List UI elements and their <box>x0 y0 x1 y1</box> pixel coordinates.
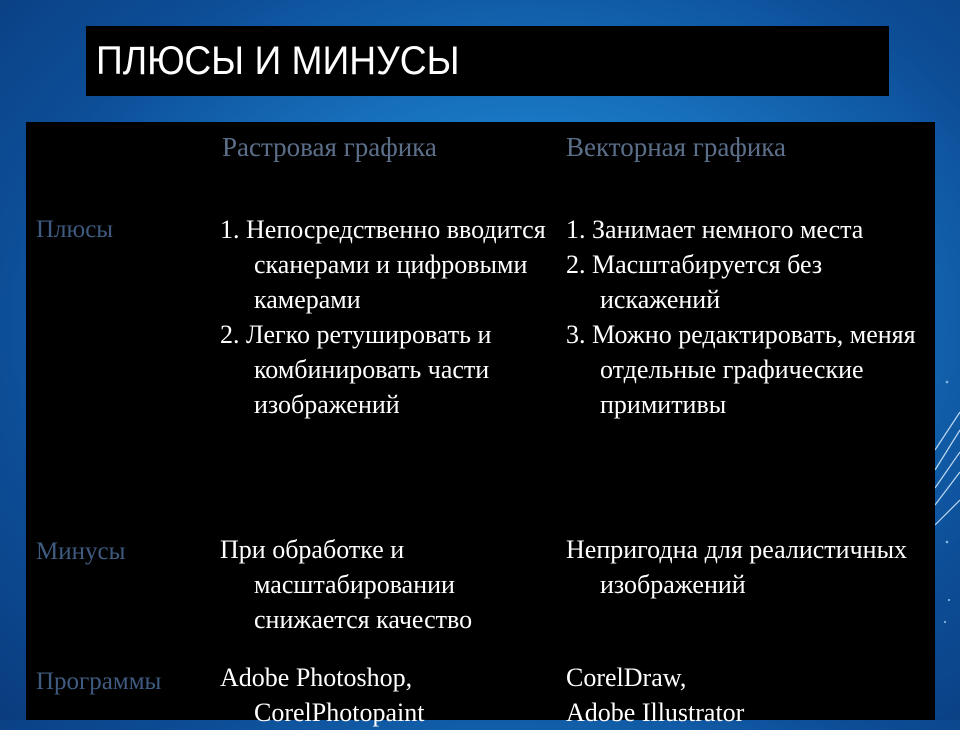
table-row-programs <box>26 656 935 730</box>
comparison-table-panel <box>26 122 935 727</box>
cell-raster-programs <box>212 656 554 730</box>
table-header-row <box>26 122 935 200</box>
list-item: Adobe Photoshop, CorelPhotopaint <box>220 663 425 727</box>
list-item: Непригодна для реалистичных изображений <box>566 535 908 599</box>
list-item: 1. Непосредственно вводится сканерами и цифровыми камерами <box>220 215 546 314</box>
list-item: 2. Легко ретушировать и комбинировать части изображений <box>220 320 492 419</box>
row-label-plus: Плюсы <box>36 216 114 243</box>
header-vector: Векторная графика <box>566 132 786 162</box>
list-item: При обработке и масштабировании снижается качество <box>220 535 473 634</box>
cell-vector-minus <box>554 526 935 656</box>
cell-raster-plus <box>212 200 554 526</box>
cell-vector-programs <box>554 656 935 730</box>
header-raster: Растровая графика <box>222 132 437 162</box>
comparison-table <box>26 122 935 730</box>
list-item: 3. Можно редактировать, меняя отдельные графические примитивы <box>566 320 916 419</box>
table-row-plus <box>26 200 935 526</box>
title-bar <box>86 26 889 96</box>
row-label-programs: Программы <box>36 668 162 695</box>
header-empty <box>26 122 212 200</box>
list-item: 2. Масштабируется без искажений <box>566 250 823 314</box>
list-item: 1. Занимает немного места <box>566 215 864 244</box>
table-row-minus <box>26 526 935 656</box>
page-title: ПЛЮСЫ И МИНУСЫ <box>96 39 460 83</box>
row-label-minus: Минусы <box>36 538 126 565</box>
cell-raster-minus <box>212 526 554 656</box>
cell-vector-plus <box>554 200 935 526</box>
list-item: Adobe Illustrator <box>566 698 745 727</box>
list-item: CorelDraw, <box>566 663 687 692</box>
